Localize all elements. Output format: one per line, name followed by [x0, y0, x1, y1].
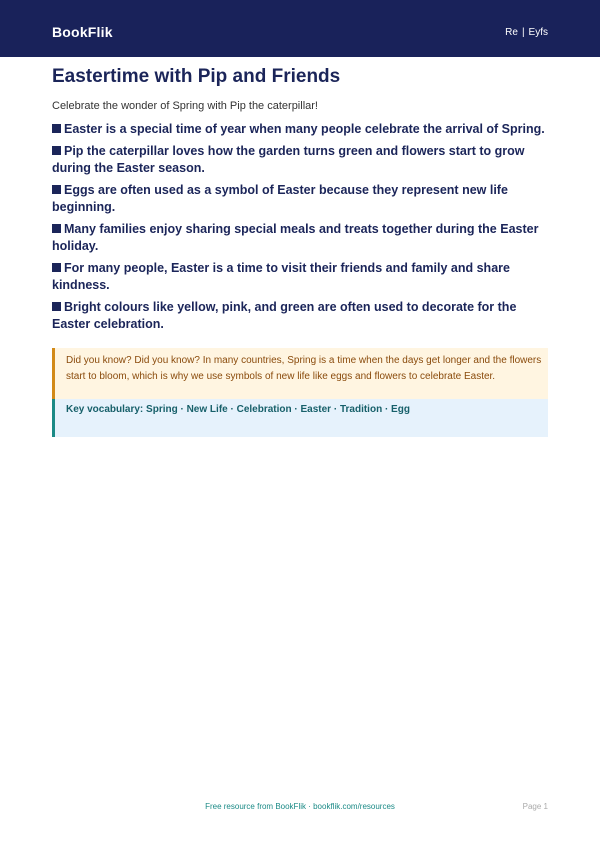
- list-item-text: Pip the caterpillar loves how the garden turns green and flowers start to grow during the Easter season.: [52, 144, 525, 175]
- subject-label: Re: [505, 27, 518, 38]
- page-header: [0, 0, 600, 57]
- square-bullet-icon: [52, 263, 61, 272]
- list-item: [52, 121, 548, 138]
- list-item-text: Eggs are often used as a symbol of Easter because they represent new life beginning.: [52, 183, 508, 214]
- list-item: [52, 221, 548, 255]
- brand-logo[interactable]: BookFlik: [52, 24, 113, 40]
- list-item: [52, 182, 548, 216]
- square-bullet-icon: [52, 124, 61, 133]
- level-label: Eyfs: [528, 27, 548, 38]
- vocabulary-text: Key vocabulary: Spring · New Life · Celebration · Easter · Tradition · Egg: [66, 404, 410, 415]
- page-number: Page 1: [522, 802, 548, 811]
- page-title: Eastertime with Pip and Friends: [52, 66, 341, 87]
- footer-link[interactable]: Free resource from BookFlik · bookflik.com/resources: [205, 802, 395, 811]
- square-bullet-icon: [52, 146, 61, 155]
- fact-list: [52, 121, 548, 338]
- list-item: [52, 299, 548, 333]
- meta-separator: |: [521, 27, 525, 38]
- list-item-text: Many families enjoy sharing special meals and treats together during the Easter holiday.: [52, 222, 539, 253]
- list-item: [52, 143, 548, 177]
- vocabulary-box: [52, 399, 548, 437]
- square-bullet-icon: [52, 302, 61, 311]
- did-you-know-text: Did you know? Did you know? In many countries, Spring is a time when the days get longer and the flowers start to bloom, which is why we use symbols of new life like eggs and flowers to celebrate Easter.: [66, 355, 542, 382]
- header-meta: [505, 27, 548, 39]
- list-item-text: Bright colours like yellow, pink, and green are often used to decorate for the Easter celebration.: [52, 300, 517, 331]
- square-bullet-icon: [52, 185, 61, 194]
- did-you-know-box: [52, 348, 548, 399]
- list-item: [52, 260, 548, 294]
- square-bullet-icon: [52, 224, 61, 233]
- list-item-text: Easter is a special time of year when many people celebrate the arrival of Spring.: [64, 122, 545, 136]
- intro-text: Celebrate the wonder of Spring with Pip the caterpillar!: [52, 100, 318, 112]
- list-item-text: For many people, Easter is a time to visit their friends and family and share kindness.: [52, 261, 510, 292]
